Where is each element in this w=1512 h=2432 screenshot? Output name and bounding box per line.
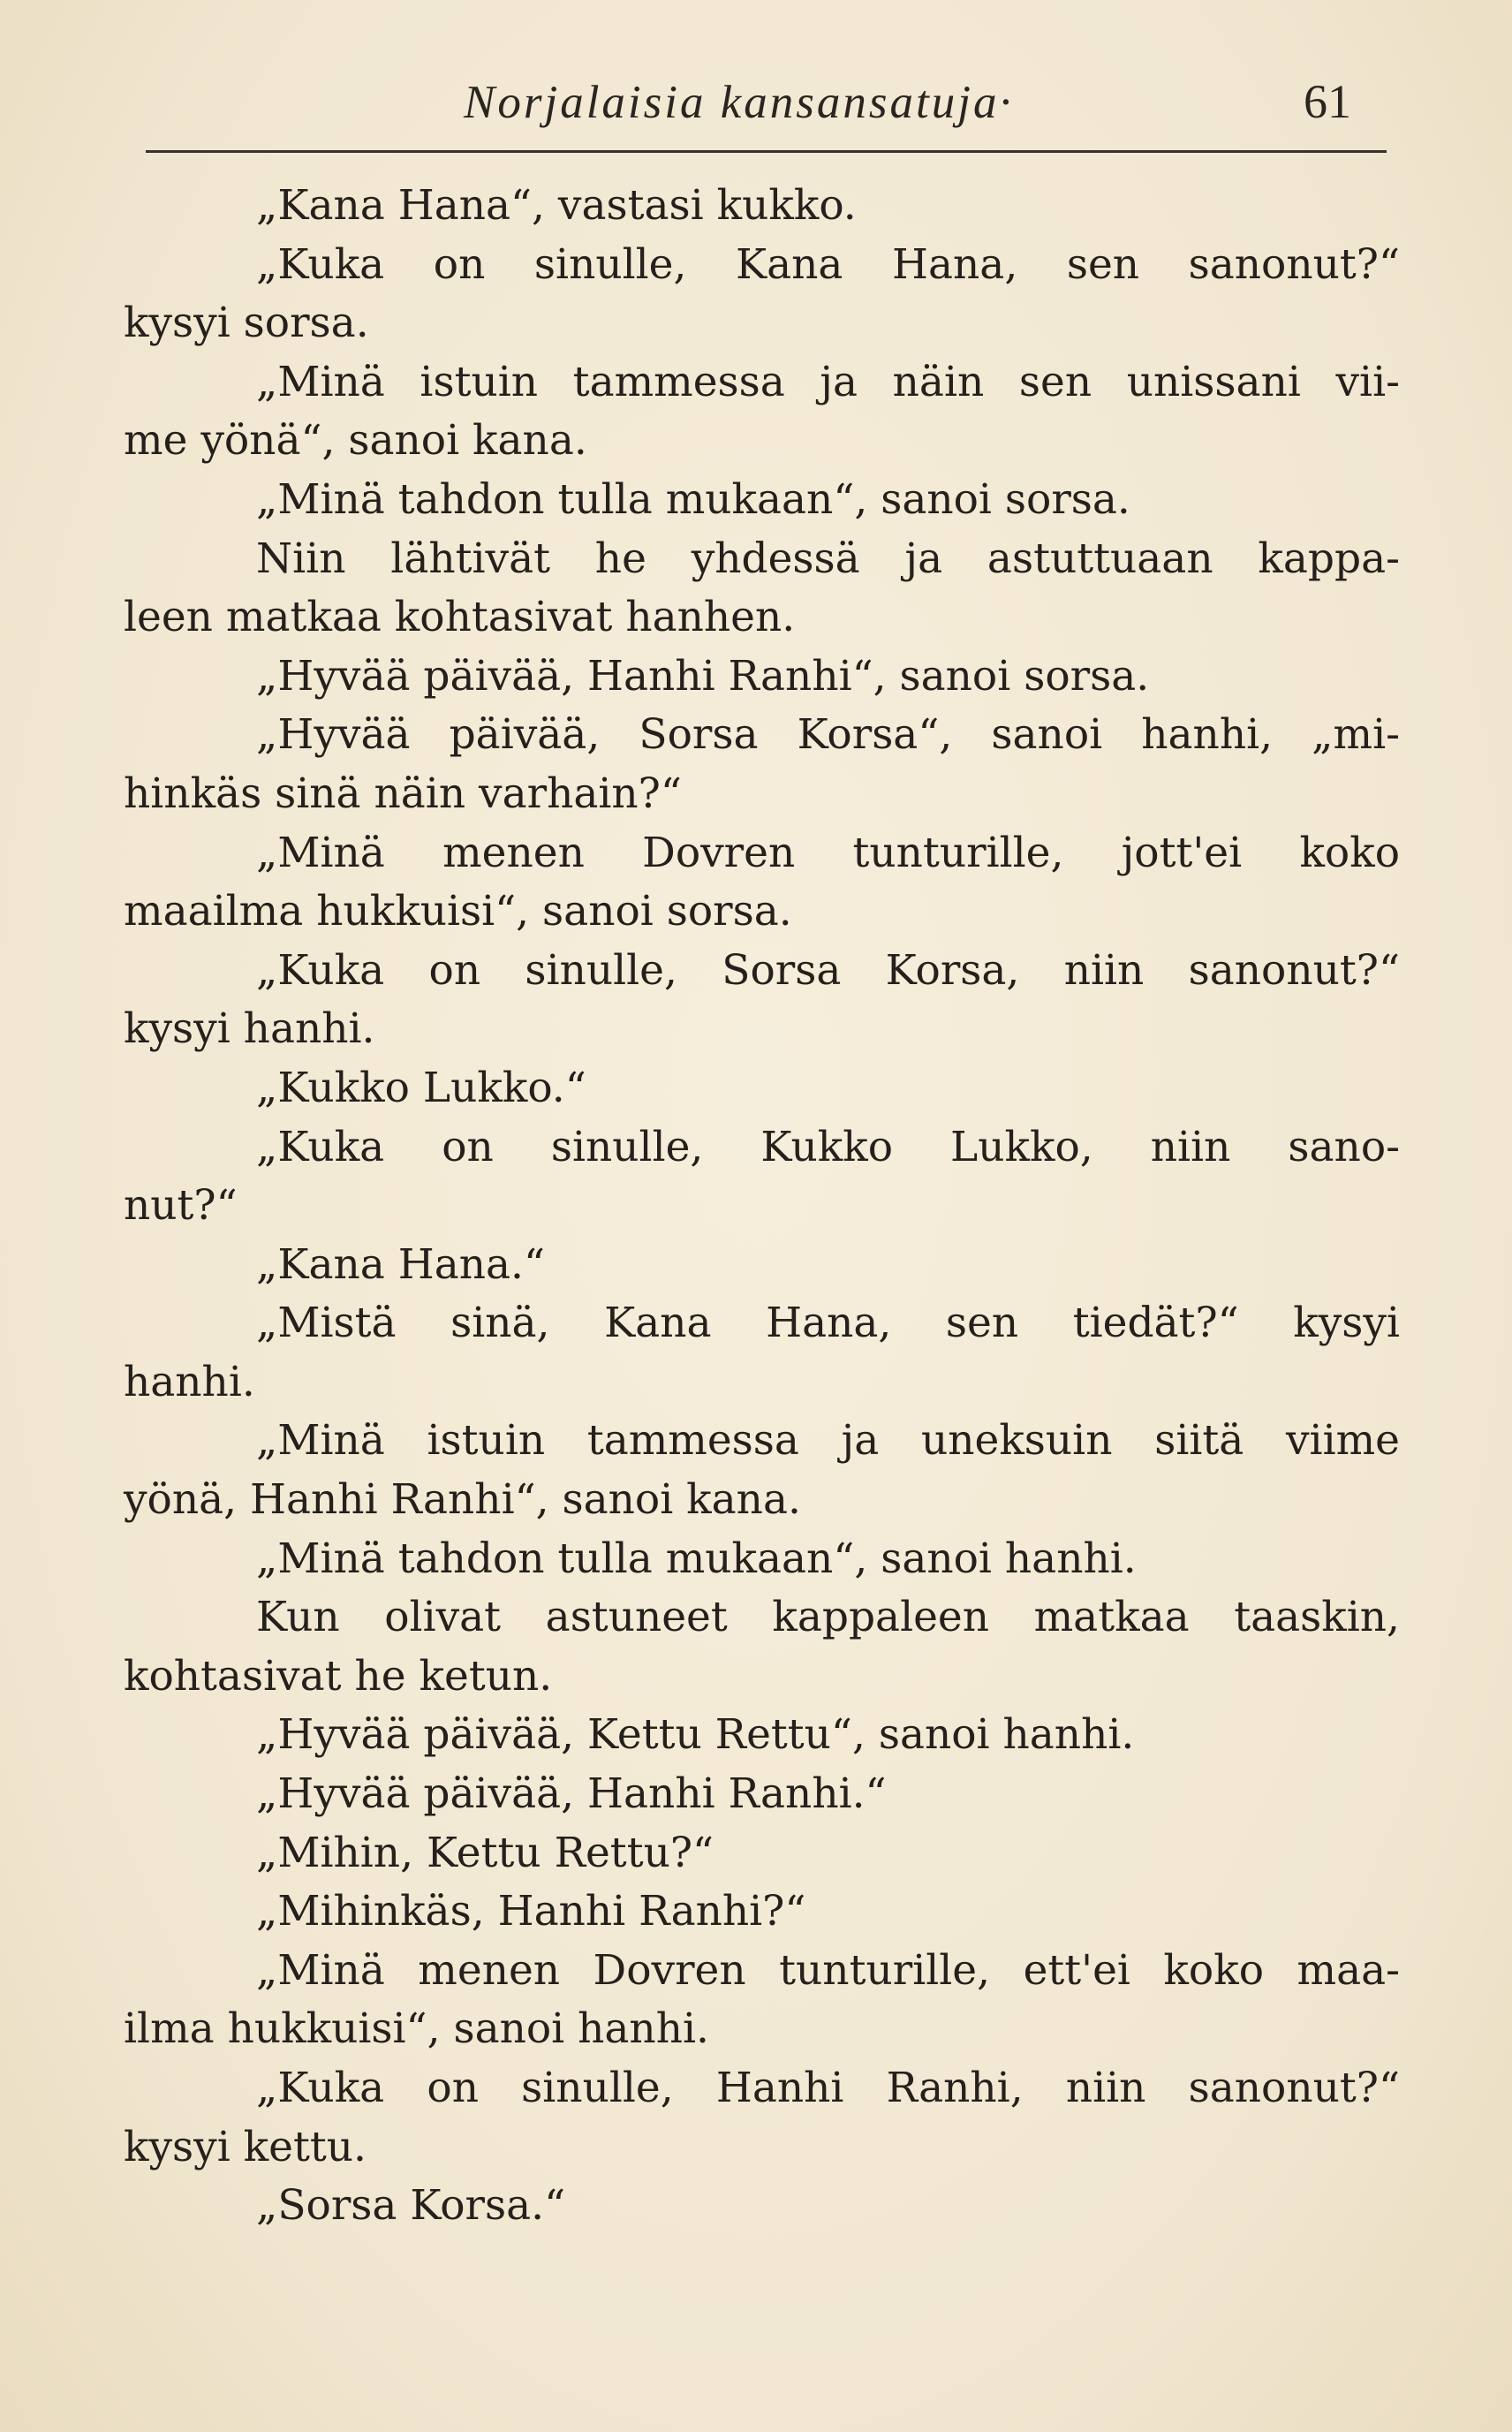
running-title: Norjalaisia kansansatuja· [464,77,1014,128]
text-line: maailma hukkuisi“, sanoi sorsa. [124,887,792,936]
text-line: „Hyvää päivää, Hanhi Ranhi“, sanoi sorsa. [256,651,1150,701]
text-line: „Minä menen Dovren tunturille, jott'ei koko [256,828,1400,877]
body-text [124,177,1400,2236]
text-line: yönä, Hanhi Ranhi“, sanoi kana. [124,1475,801,1525]
text-line: „Mihinkäs, Hanhi Ranhi?“ [256,1887,806,1936]
text-line: nut?“ [124,1181,238,1231]
text-line: „Hyvää päivää, Hanhi Ranhi.“ [256,1769,887,1819]
text-line: me yönä“, sanoi kana. [124,416,587,466]
page-header [146,71,1387,133]
text-line: „Sorsa Korsa.“ [256,2181,566,2231]
page-number: 61 [1304,75,1351,128]
text-line: Niin lähtivät he yhdessä ja astuttuaan kappa- [256,534,1400,583]
text-line: kohtasivat he ketun. [124,1651,553,1701]
text-line: Kun olivat astuneet kappaleen matkaa taaskin, [256,1593,1400,1642]
header-rule [146,150,1387,153]
text-line: „Minä tahdon tulla mukaan“, sanoi hanhi. [256,1534,1137,1583]
text-line: „Minä tahdon tulla mukaan“, sanoi sorsa. [256,474,1130,524]
text-line: „Minä istuin tammessa ja näin sen unissani vii- [256,357,1400,406]
text-line: leen matkaa kohtasivat hanhen. [124,593,796,642]
text-line: „Kuka on sinulle, Hanhi Ranhi, niin sanonut?“ [256,2064,1400,2112]
text-line: „Mihin, Kettu Rettu?“ [256,1828,714,1877]
text-line: hanhi. [124,1357,255,1406]
text-line: „Minä menen Dovren tunturille, ett'ei koko maa- [256,1945,1400,1995]
text-line: hinkäs sinä näin varhain?“ [124,769,682,818]
text-line: „Kuka on sinulle, Kukko Lukko, niin sano- [256,1122,1400,1171]
text-line: „Kuka on sinulle, Sorsa Korsa, niin sanonut?“ [256,945,1400,995]
text-line: „Kukko Lukko.“ [256,1063,586,1112]
text-line: „Kana Hana.“ [256,1239,545,1289]
text-line: „Minä istuin tammessa ja uneksuin siitä viime [256,1416,1400,1466]
text-line: „Hyvää päivää, Sorsa Korsa“, sanoi hanhi, „mi- [256,710,1400,760]
text-line: „Mistä sinä, Kana Hana, sen tiedät?“ kysyi [256,1299,1400,1348]
text-line: „Kana Hana“, vastasi kukko. [256,181,857,230]
text-line: kysyi sorsa. [124,299,369,348]
text-line: „Kuka on sinulle, Kana Hana, sen sanonut?“ [256,239,1400,289]
text-line: kysyi hanhi. [124,1004,375,1054]
text-line: „Hyvää päivää, Kettu Rettu“, sanoi hanhi. [256,1710,1135,1760]
text-line: ilma hukkuisi“, sanoi hanhi. [124,2004,709,2054]
text-line: kysyi kettu. [124,2122,367,2171]
